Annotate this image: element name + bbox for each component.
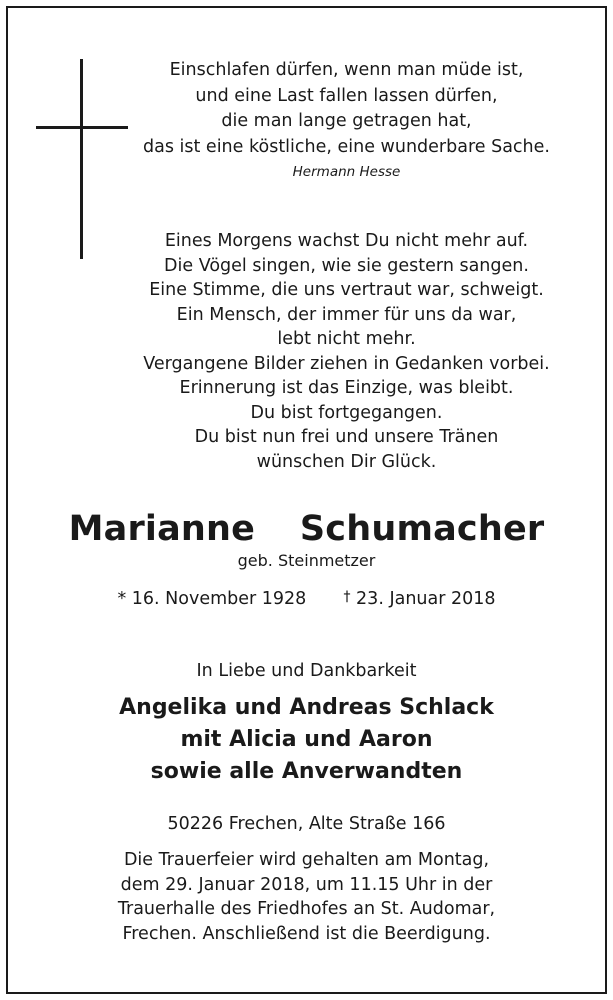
address-text: 50226 Frechen, Alte Straße 166 [167,814,446,834]
poem-line: Vergangene Bilder ziehen in Gedanken vorbei. [143,353,550,374]
death-mark: † [343,589,351,605]
hesse-quote [40,58,613,183]
death-date: 23. Januar 2018 [356,589,496,609]
thanks-intro [0,659,613,683]
quote-line: und eine Last fallen lassen dürfen, [195,85,498,106]
service-line: Frechen. Anschließend ist die Beerdigung. [122,923,491,944]
birth-date: 16. November 1928 [131,589,307,609]
poem-line: Du bist nun frei und unsere Tränen [194,427,499,447]
memorial-poem [40,229,613,474]
birth-mark: * [117,589,127,609]
service-line: dem 29. Januar 2018, um 11.15 Uhr in der [120,874,493,895]
deceased-name [0,506,613,552]
poem-line: Eines Morgens wachst Du nicht mehr auf. [164,231,529,251]
quote-author: Hermann Hesse [292,163,401,180]
poem-line: Ein Mensch, der immer für uns da war, [176,304,517,325]
mourner-address [0,812,613,836]
poem-line: Eine Stimme, die uns vertraut war, schweigt. [149,280,544,300]
mourners-list [0,692,613,788]
funeral-service-info [0,848,613,946]
mourner-line: sowie alle Anverwandten [150,759,463,784]
poem-line: wünschen Dir Glück. [256,451,437,472]
mourner-line: mit Alicia und Aaron [180,727,433,752]
deceased-name-text: Marianne Schumacher [68,509,545,549]
quote-line: das ist eine köstliche, eine wunderbare Sache. [143,137,550,158]
birth-name [0,550,613,572]
poem-line: lebt nicht mehr. [277,329,416,349]
mourner-line: Angelika und Andreas Schlack [119,695,494,720]
poem-line: Erinnerung ist das Einzige, was bleibt. [179,378,514,398]
poem-line: Die Vögel singen, wie sie gestern sangen. [164,255,529,276]
thanks-intro-text: In Liebe und Dankbarkeit [196,661,417,681]
quote-line: Einschlafen dürfen, wenn man müde ist, [169,60,524,80]
poem-line: Du bist fortgegangen. [250,402,443,423]
life-dates [0,584,613,612]
service-line: Die Trauerfeier wird gehalten am Montag, [123,850,490,870]
birth-name-text: geb. Steinmetzer [237,551,376,570]
quote-line: die man lange getragen hat, [221,111,472,132]
service-line: Trauerhalle des Friedhofes an St. Audomar, [117,899,496,919]
